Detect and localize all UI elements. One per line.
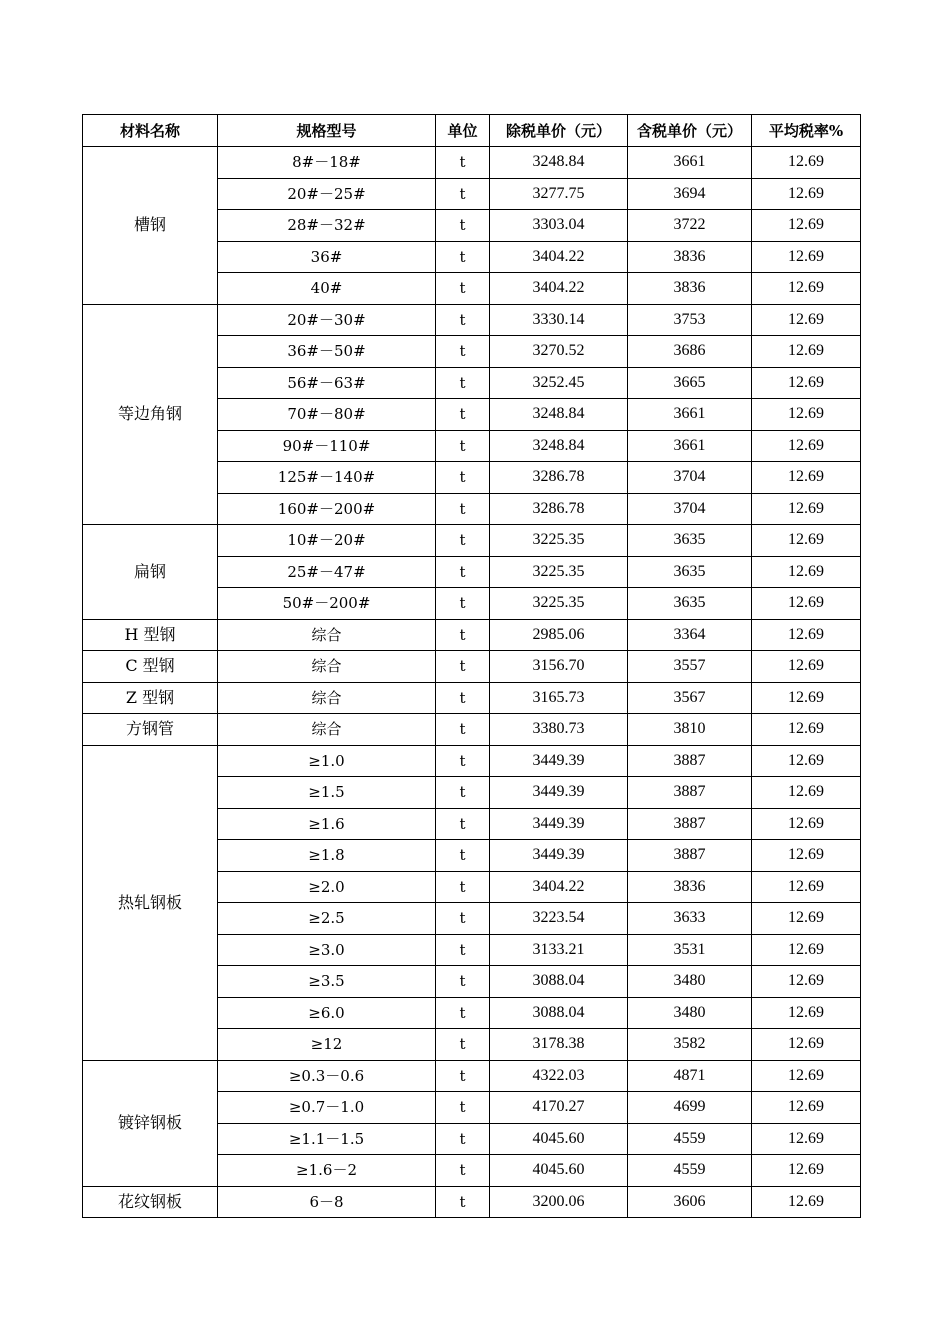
price-excl-tax-cell: 3200.06: [490, 1186, 628, 1218]
spec-cell: 56#－63#: [218, 367, 436, 399]
price-excl-tax-cell: 3449.39: [490, 777, 628, 809]
price-incl-tax-cell: 3661: [628, 399, 752, 431]
unit-cell: t: [436, 525, 490, 557]
unit-cell: t: [436, 1155, 490, 1187]
price-incl-tax-cell: 3887: [628, 777, 752, 809]
tax-rate-cell: 12.69: [752, 241, 861, 273]
price-incl-tax-cell: 3567: [628, 682, 752, 714]
tax-rate-cell: 12.69: [752, 147, 861, 179]
steel-price-table: [82, 114, 861, 1218]
spec-cell: 8#－18#: [218, 147, 436, 179]
header-price-excl-tax: 除税单价（元）: [490, 115, 628, 147]
price-incl-tax-cell: 3480: [628, 966, 752, 998]
tax-rate-cell: 12.69: [752, 588, 861, 620]
tax-rate-cell: 12.69: [752, 178, 861, 210]
tax-rate-cell: 12.69: [752, 430, 861, 462]
tax-rate-cell: 12.69: [752, 367, 861, 399]
spec-cell: 90#－110#: [218, 430, 436, 462]
price-excl-tax-cell: 3178.38: [490, 1029, 628, 1061]
spec-cell: ≥3.0: [218, 934, 436, 966]
price-excl-tax-cell: 3270.52: [490, 336, 628, 368]
unit-cell: t: [436, 871, 490, 903]
tax-rate-cell: 12.69: [752, 934, 861, 966]
unit-cell: t: [436, 1060, 490, 1092]
table-row: [83, 304, 861, 336]
material-name-cell: 方钢管: [83, 714, 218, 746]
table-row: [83, 1186, 861, 1218]
price-incl-tax-cell: 3836: [628, 871, 752, 903]
unit-cell: t: [436, 367, 490, 399]
spec-cell: ≥12: [218, 1029, 436, 1061]
tax-rate-cell: 12.69: [752, 399, 861, 431]
unit-cell: t: [436, 273, 490, 305]
tax-rate-cell: 12.69: [752, 1092, 861, 1124]
material-name-cell: 等边角钢: [83, 304, 218, 525]
unit-cell: t: [436, 714, 490, 746]
unit-cell: t: [436, 1092, 490, 1124]
spec-cell: ≥1.6: [218, 808, 436, 840]
spec-cell: 20#－25#: [218, 178, 436, 210]
price-excl-tax-cell: 3449.39: [490, 808, 628, 840]
tax-rate-cell: 12.69: [752, 493, 861, 525]
tax-rate-cell: 12.69: [752, 1186, 861, 1218]
unit-cell: t: [436, 966, 490, 998]
price-excl-tax-cell: 4045.60: [490, 1155, 628, 1187]
unit-cell: t: [436, 840, 490, 872]
price-incl-tax-cell: 3686: [628, 336, 752, 368]
table-row: [83, 619, 861, 651]
price-excl-tax-cell: 3133.21: [490, 934, 628, 966]
price-incl-tax-cell: 3480: [628, 997, 752, 1029]
material-name-cell: 槽钢: [83, 147, 218, 305]
price-incl-tax-cell: 3635: [628, 525, 752, 557]
table-row: [83, 525, 861, 557]
unit-cell: t: [436, 241, 490, 273]
tax-rate-cell: 12.69: [752, 1123, 861, 1155]
table-body: [83, 147, 861, 1218]
spec-cell: 40#: [218, 273, 436, 305]
price-excl-tax-cell: 3223.54: [490, 903, 628, 935]
table-row: [83, 745, 861, 777]
table-row: [83, 682, 861, 714]
price-excl-tax-cell: 3225.35: [490, 588, 628, 620]
price-incl-tax-cell: 3836: [628, 241, 752, 273]
price-excl-tax-cell: 3404.22: [490, 871, 628, 903]
unit-cell: t: [436, 588, 490, 620]
tax-rate-cell: 12.69: [752, 682, 861, 714]
price-incl-tax-cell: 3665: [628, 367, 752, 399]
table-row: [83, 714, 861, 746]
price-excl-tax-cell: 3165.73: [490, 682, 628, 714]
unit-cell: t: [436, 682, 490, 714]
price-excl-tax-cell: 3380.73: [490, 714, 628, 746]
unit-cell: t: [436, 997, 490, 1029]
unit-cell: t: [436, 808, 490, 840]
unit-cell: t: [436, 462, 490, 494]
price-excl-tax-cell: 3449.39: [490, 745, 628, 777]
spec-cell: ≥1.1－1.5: [218, 1123, 436, 1155]
price-incl-tax-cell: 3635: [628, 556, 752, 588]
header-price-incl-tax: 含税单价（元）: [628, 115, 752, 147]
price-excl-tax-cell: 4322.03: [490, 1060, 628, 1092]
unit-cell: t: [436, 304, 490, 336]
unit-cell: t: [436, 934, 490, 966]
tax-rate-cell: 12.69: [752, 462, 861, 494]
price-incl-tax-cell: 3633: [628, 903, 752, 935]
tax-rate-cell: 12.69: [752, 714, 861, 746]
tax-rate-cell: 12.69: [752, 210, 861, 242]
unit-cell: t: [436, 147, 490, 179]
unit-cell: t: [436, 745, 490, 777]
price-excl-tax-cell: 3330.14: [490, 304, 628, 336]
spec-cell: ≥1.5: [218, 777, 436, 809]
spec-cell: ≥2.0: [218, 871, 436, 903]
price-excl-tax-cell: 4170.27: [490, 1092, 628, 1124]
unit-cell: t: [436, 399, 490, 431]
price-incl-tax-cell: 4559: [628, 1123, 752, 1155]
header-tax-rate: 平均税率%: [752, 115, 861, 147]
spec-cell: ≥0.7－1.0: [218, 1092, 436, 1124]
unit-cell: t: [436, 336, 490, 368]
unit-cell: t: [436, 1029, 490, 1061]
price-incl-tax-cell: 3531: [628, 934, 752, 966]
price-incl-tax-cell: 3704: [628, 493, 752, 525]
material-name-cell: 镀锌钢板: [83, 1060, 218, 1186]
unit-cell: t: [436, 903, 490, 935]
price-incl-tax-cell: 3836: [628, 273, 752, 305]
header-spec: 规格型号: [218, 115, 436, 147]
spec-cell: 综合: [218, 651, 436, 683]
spec-cell: 20#－30#: [218, 304, 436, 336]
unit-cell: t: [436, 178, 490, 210]
spec-cell: 综合: [218, 682, 436, 714]
price-excl-tax-cell: 3277.75: [490, 178, 628, 210]
unit-cell: t: [436, 493, 490, 525]
tax-rate-cell: 12.69: [752, 1060, 861, 1092]
unit-cell: t: [436, 619, 490, 651]
tax-rate-cell: 12.69: [752, 619, 861, 651]
price-incl-tax-cell: 4871: [628, 1060, 752, 1092]
spec-cell: ≥1.6－2: [218, 1155, 436, 1187]
material-name-cell: Z 型钢: [83, 682, 218, 714]
tax-rate-cell: 12.69: [752, 966, 861, 998]
price-excl-tax-cell: 3225.35: [490, 556, 628, 588]
price-incl-tax-cell: 3661: [628, 147, 752, 179]
table-row: [83, 1060, 861, 1092]
header-material: 材料名称: [83, 115, 218, 147]
price-excl-tax-cell: 3088.04: [490, 966, 628, 998]
tax-rate-cell: 12.69: [752, 903, 861, 935]
price-excl-tax-cell: 3404.22: [490, 241, 628, 273]
tax-rate-cell: 12.69: [752, 525, 861, 557]
material-name-cell: H 型钢: [83, 619, 218, 651]
tax-rate-cell: 12.69: [752, 556, 861, 588]
price-incl-tax-cell: 3694: [628, 178, 752, 210]
unit-cell: t: [436, 1123, 490, 1155]
material-name-cell: 扁钢: [83, 525, 218, 620]
tax-rate-cell: 12.69: [752, 651, 861, 683]
price-excl-tax-cell: 3248.84: [490, 399, 628, 431]
price-excl-tax-cell: 3248.84: [490, 430, 628, 462]
price-incl-tax-cell: 3661: [628, 430, 752, 462]
tax-rate-cell: 12.69: [752, 777, 861, 809]
price-incl-tax-cell: 3704: [628, 462, 752, 494]
spec-cell: 36#: [218, 241, 436, 273]
price-excl-tax-cell: 3088.04: [490, 997, 628, 1029]
tax-rate-cell: 12.69: [752, 336, 861, 368]
unit-cell: t: [436, 210, 490, 242]
unit-cell: t: [436, 1186, 490, 1218]
price-incl-tax-cell: 3887: [628, 745, 752, 777]
unit-cell: t: [436, 651, 490, 683]
tax-rate-cell: 12.69: [752, 840, 861, 872]
price-incl-tax-cell: 3364: [628, 619, 752, 651]
price-excl-tax-cell: 3225.35: [490, 525, 628, 557]
spec-cell: ≥6.0: [218, 997, 436, 1029]
price-excl-tax-cell: 3252.45: [490, 367, 628, 399]
price-excl-tax-cell: 3303.04: [490, 210, 628, 242]
price-incl-tax-cell: 3753: [628, 304, 752, 336]
unit-cell: t: [436, 556, 490, 588]
price-excl-tax-cell: 3286.78: [490, 462, 628, 494]
price-incl-tax-cell: 3810: [628, 714, 752, 746]
tax-rate-cell: 12.69: [752, 1155, 861, 1187]
price-incl-tax-cell: 3887: [628, 808, 752, 840]
price-incl-tax-cell: 3722: [628, 210, 752, 242]
tax-rate-cell: 12.69: [752, 304, 861, 336]
price-excl-tax-cell: 3449.39: [490, 840, 628, 872]
price-incl-tax-cell: 4559: [628, 1155, 752, 1187]
header-row: [83, 115, 861, 147]
price-excl-tax-cell: 2985.06: [490, 619, 628, 651]
price-incl-tax-cell: 4699: [628, 1092, 752, 1124]
spec-cell: 50#－200#: [218, 588, 436, 620]
spec-cell: 25#－47#: [218, 556, 436, 588]
tax-rate-cell: 12.69: [752, 808, 861, 840]
tax-rate-cell: 12.69: [752, 997, 861, 1029]
spec-cell: ≥2.5: [218, 903, 436, 935]
spec-cell: 综合: [218, 714, 436, 746]
unit-cell: t: [436, 430, 490, 462]
price-excl-tax-cell: 3248.84: [490, 147, 628, 179]
tax-rate-cell: 12.69: [752, 745, 861, 777]
tax-rate-cell: 12.69: [752, 1029, 861, 1061]
unit-cell: t: [436, 777, 490, 809]
price-incl-tax-cell: 3606: [628, 1186, 752, 1218]
price-incl-tax-cell: 3635: [628, 588, 752, 620]
material-name-cell: 热轧钢板: [83, 745, 218, 1060]
price-incl-tax-cell: 3557: [628, 651, 752, 683]
header-unit: 单位: [436, 115, 490, 147]
price-excl-tax-cell: 3404.22: [490, 273, 628, 305]
spec-cell: 36#－50#: [218, 336, 436, 368]
price-incl-tax-cell: 3887: [628, 840, 752, 872]
table-row: [83, 147, 861, 179]
spec-cell: 10#－20#: [218, 525, 436, 557]
spec-cell: 28#－32#: [218, 210, 436, 242]
material-name-cell: C 型钢: [83, 651, 218, 683]
spec-cell: ≥3.5: [218, 966, 436, 998]
price-incl-tax-cell: 3582: [628, 1029, 752, 1061]
spec-cell: ≥0.3－0.6: [218, 1060, 436, 1092]
price-excl-tax-cell: 3286.78: [490, 493, 628, 525]
material-name-cell: 花纹钢板: [83, 1186, 218, 1218]
spec-cell: 125#－140#: [218, 462, 436, 494]
spec-cell: ≥1.0: [218, 745, 436, 777]
tax-rate-cell: 12.69: [752, 273, 861, 305]
price-excl-tax-cell: 4045.60: [490, 1123, 628, 1155]
spec-cell: 综合: [218, 619, 436, 651]
price-excl-tax-cell: 3156.70: [490, 651, 628, 683]
spec-cell: ≥1.8: [218, 840, 436, 872]
table-row: [83, 651, 861, 683]
spec-cell: 160#－200#: [218, 493, 436, 525]
spec-cell: 70#－80#: [218, 399, 436, 431]
spec-cell: 6－8: [218, 1186, 436, 1218]
tax-rate-cell: 12.69: [752, 871, 861, 903]
